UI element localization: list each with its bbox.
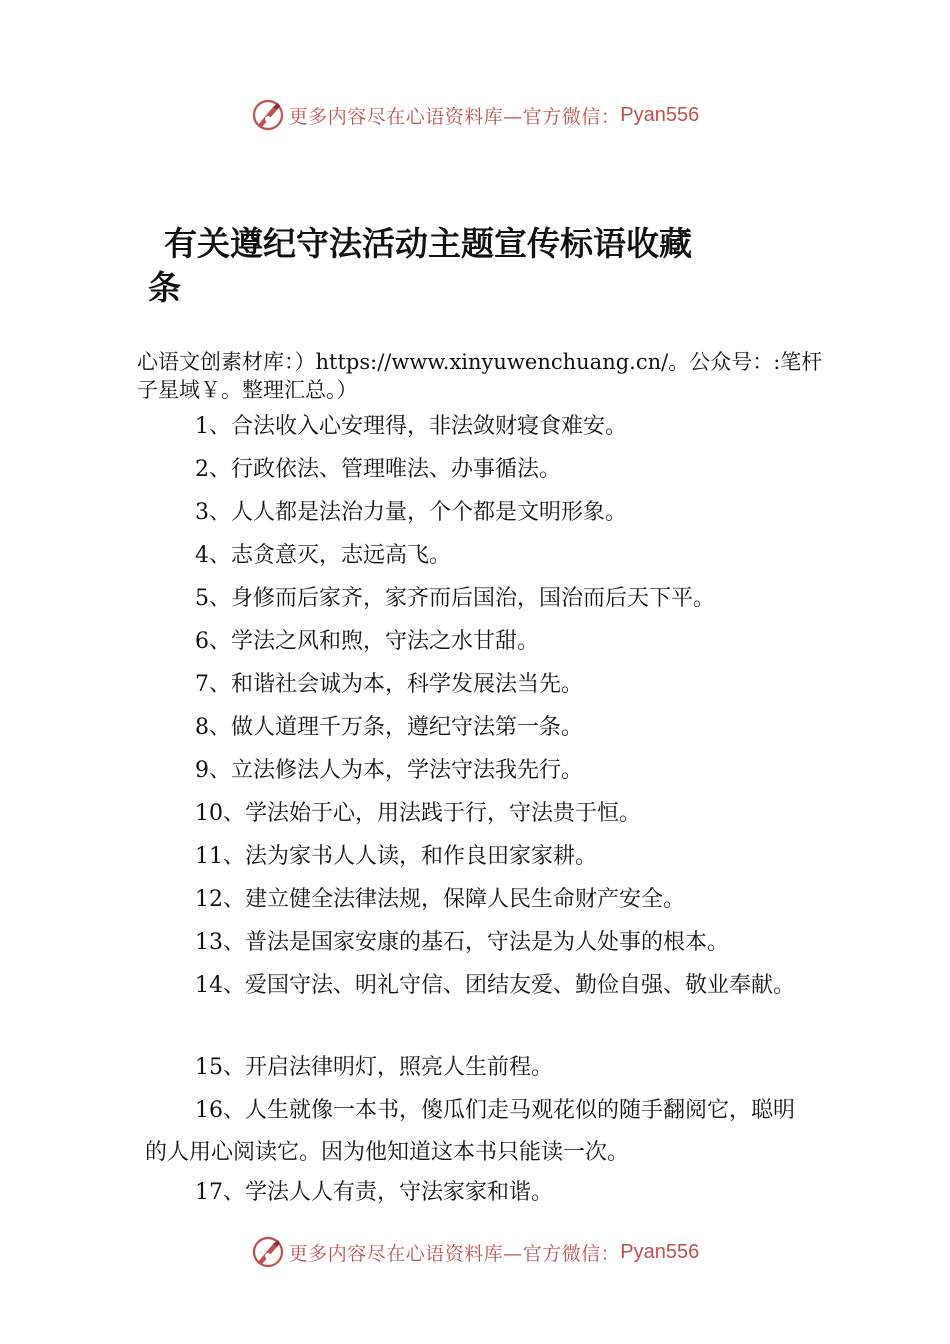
- slogan-item: 7、和谐社会诚为本，科学发展法当先。: [195, 672, 583, 697]
- title-line-2: 条: [148, 268, 181, 307]
- footer-banner: [0, 1232, 950, 1272]
- slogan-item: 12、建立健全法律法规，保障人民生命财产安全。: [195, 887, 685, 912]
- title-line-1: 有关遵纪守法活动主题宣传标语收藏: [164, 224, 692, 263]
- header-banner-id: Pyan556: [620, 103, 700, 126]
- slogan-item: 11、法为家书人人读，和作良田家家耕。: [195, 844, 597, 869]
- slogan-item: 9、立法修法人为本，学法守法我先行。: [195, 758, 583, 783]
- slogan-item: 4、志贪意灭，志远高飞。: [195, 543, 451, 568]
- slogan-item: 5、身修而后家齐，家齐而后国治，国治而后天下平。: [195, 586, 715, 611]
- slogan-item: 2、行政依法、管理唯法、办事循法。: [195, 457, 561, 482]
- slogan-item: 1、合法收入心安理得，非法敛财寝食难安。: [195, 414, 627, 439]
- source-line: 心语文创素材库：）https://www.xinyuwenchuang.cn/。公众号：:笔杆子星域￥。整理汇总。）: [137, 350, 823, 402]
- pen-logo-icon: [251, 1235, 285, 1269]
- slogan-item: 16、人生就像一本书，傻瓜们走马观花似的随手翻阅它，聪明的人用心阅读它。因为他知道这本书只能读一次。: [145, 1098, 795, 1165]
- footer-banner-text: 更多内容尽在心语资料库—官方微信：: [288, 1242, 621, 1265]
- slogan-item: 3、人人都是法治力量，个个都是文明形象。: [195, 500, 627, 525]
- header-banner-text: 更多内容尽在心语资料库—官方微信：: [288, 105, 621, 128]
- slogan-item: 15、开启法律明灯，照亮人生前程。: [195, 1055, 553, 1080]
- slogan-item: 8、做人道理千万条，遵纪守法第一条。: [195, 715, 583, 740]
- slogan-item: 6、学法之风和煦，守法之水甘甜。: [195, 629, 539, 654]
- footer-banner-id: Pyan556: [620, 1240, 700, 1263]
- slogan-item: 17、学法人人有责，守法家家和谐。: [195, 1180, 553, 1205]
- slogan-item: 14、爱国守法、明礼守信、团结友爱、勤俭自强、敬业奉献。: [195, 973, 795, 998]
- slogan-item: 10、学法始于心，用法践于行，守法贵于恒。: [195, 801, 641, 826]
- slogan-item: 13、普法是国家安康的基石，守法是为人处事的根本。: [195, 930, 729, 955]
